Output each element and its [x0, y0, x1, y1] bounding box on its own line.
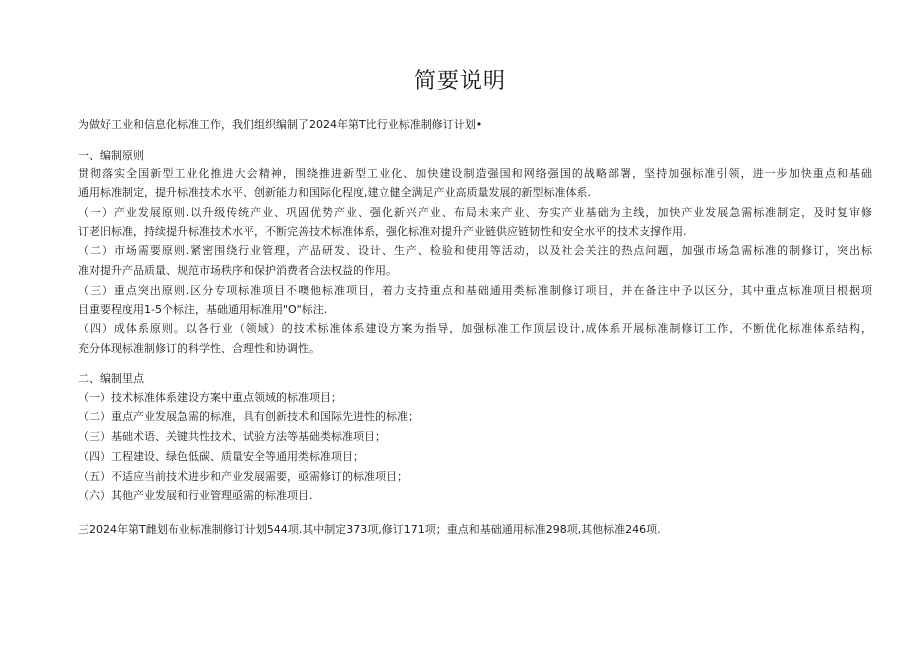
focus-item-6: （六）其他产业发展和行业管理亟需的标准项目.: [78, 489, 313, 502]
focus-item-2: （二）重点产业发展急需的标准，具有创新技术和国际先进性的标准；: [78, 410, 419, 423]
document-title: 简要说明: [413, 69, 506, 94]
principle-system-line-1: （四）成体系原则。以各行业（领域）的技术标准体系建设方案为指导，加强标准工作顶层设计,成体系开展标准制修订工作，不断优化标准体系结构，: [78, 322, 872, 335]
summary-paragraph: 三2024年第T雌划布业标准制修订计划544项.其中制定373项,修订171项；重点和基础通用标准298项,其他标准246项.: [78, 523, 661, 536]
principle-focus-line-1: （三）重点突出原则.区分专项标准项目不噢他标准项目，着力支持重点和基础通用类标准制修订项目，并在备注中予以区分，其中重点标准项目根据项: [78, 284, 872, 297]
principles-paragraph-line-2: 通用标准制定，提升标准技术水平、创新能力和国际化程度,建立健全满足产业高质量发展的新型标准体系.: [78, 186, 591, 199]
principle-system-line-2: 充分体现标准制修订的科学性、合理性和协调性。: [78, 342, 320, 355]
section-heading-focus: 二、编制里点: [78, 372, 144, 385]
focus-item-1: （一）技术标准体系建设方案中重点领域的标准项目；: [78, 391, 342, 404]
principle-market-line-2: 准对提升产品质量、规范市场秩序和保护消费者合法权益的作用。: [78, 264, 397, 277]
principle-industry-line-2: 订老旧标准，持续提升标准技术水平，不断完善技术标准体系，强化标准对提升产业链供应链韧性和安全水平的技术支撑作用.: [78, 225, 687, 238]
principles-paragraph-line-1: 贯彻落实全国新型工业化推进大会精神，围绕推进新型工业化、加快建设制造强国和网络强国的战略部署，坚持加强标准引领，进一步加快重点和基础: [78, 167, 872, 180]
focus-item-4: （四）工程建设、绿色低碳、质量安全等通用类标准项目；: [78, 450, 364, 463]
focus-item-3: （三）基础术语、关键共性技术、试验方法等基础类标准项目；: [78, 430, 386, 443]
principle-industry-line-1: （一）产业发展原则.以升级传统产业、巩固优势产业、强化新兴产业、布局未来产业、夯实产业基础为主线，加快产业发展急需标准制定，及时复审修: [78, 206, 872, 219]
intro-paragraph: 为做好工业和信息化标准工作，我们组织编制了2024年第T比行业标准制修订计划•: [78, 118, 483, 131]
principle-focus-line-2: 目重要程度用1-5个标注，基础通用标准用"O"标注.: [78, 303, 328, 316]
focus-item-5: （五）不适应当前技术进步和产业发展需要，亟需修订的标准项目；: [78, 470, 408, 483]
principle-market-line-1: （二）市场需要原则.紧密围绕行业管理，产品研发、设计、生产、检验和使用等活动，以及社会关注的热点问题，加强市场急需标准的制修订，突出标: [78, 244, 872, 257]
section-heading-principles: 一、编制原则: [78, 149, 144, 162]
